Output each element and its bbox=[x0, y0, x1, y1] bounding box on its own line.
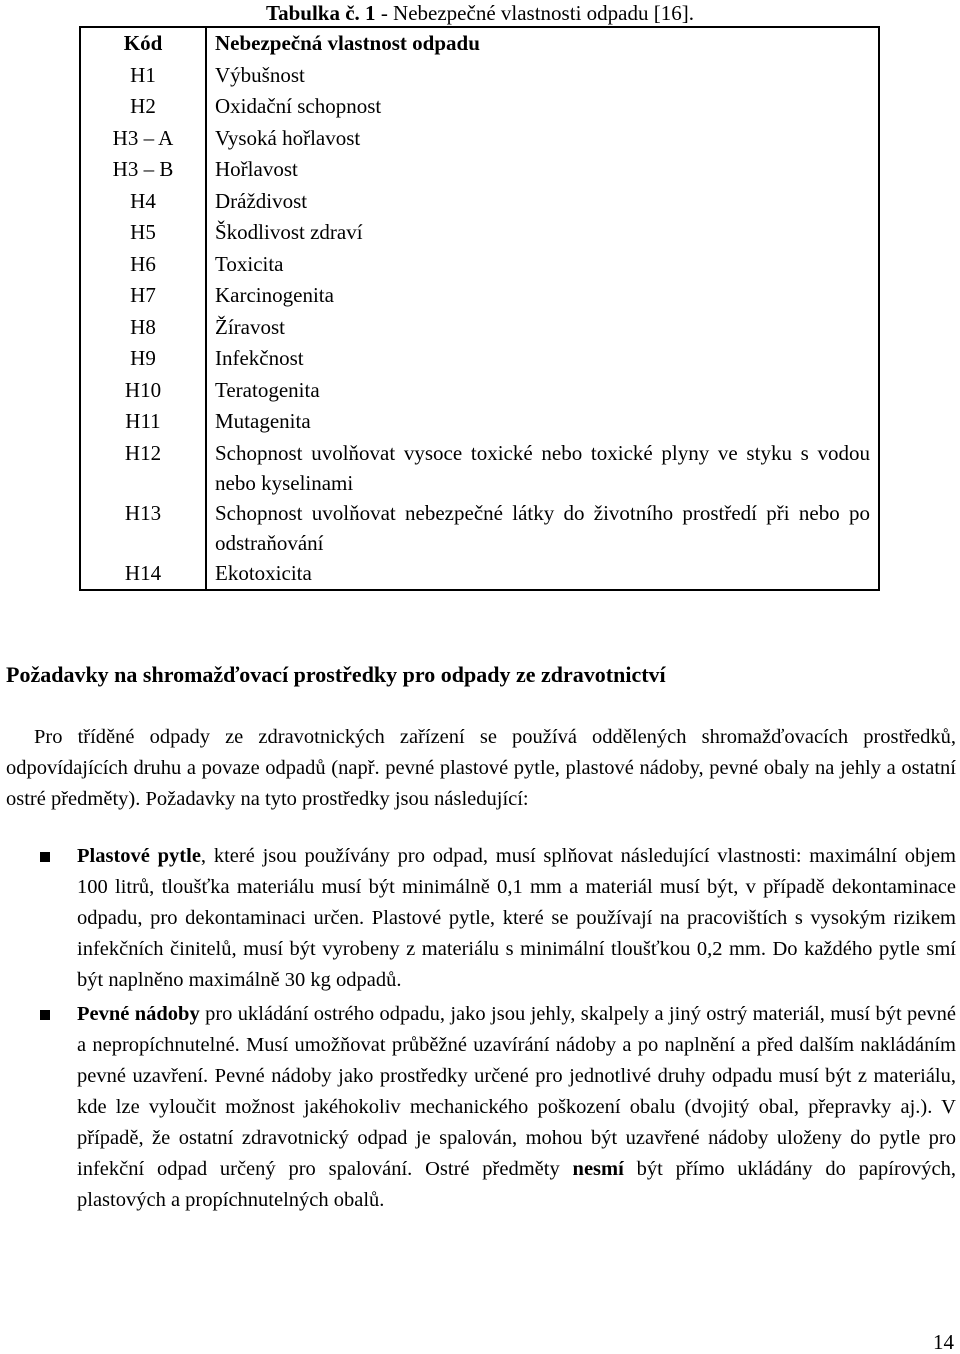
row-code: H1 bbox=[80, 60, 206, 92]
table-row bbox=[80, 406, 879, 438]
intro-paragraph: Pro tříděné odpady ze zdravotnických zařízení se používá oddělených shromažďovacích prostředků, odpovídajících druhu a povaze odpadů (např. pevné plastové pytle, plastové nádoby, pevné obaly na jehly a ostatní ostré předměty). Požadavky na tyto prostředky jsou následující: bbox=[6, 726, 956, 810]
row-property: Žíravost bbox=[206, 312, 879, 344]
table-caption bbox=[0, 0, 960, 26]
hazard-properties-table bbox=[79, 26, 880, 591]
table-row bbox=[80, 217, 879, 249]
row-code: H5 bbox=[80, 217, 206, 249]
table-row bbox=[80, 186, 879, 218]
requirements-list bbox=[77, 841, 956, 1219]
row-property: Výbušnost bbox=[206, 60, 879, 92]
bullet-emphasis: nesmí bbox=[572, 1158, 624, 1180]
table-caption-label: Tabulka č. 1 bbox=[266, 1, 376, 25]
row-code: H14 bbox=[80, 558, 206, 591]
list-item bbox=[77, 841, 956, 996]
table-row bbox=[80, 312, 879, 344]
row-property: Mutagenita bbox=[206, 406, 879, 438]
row-property: Schopnost uvolňovat nebezpečné látky do životního prostředí při nebo po odstraňování bbox=[206, 498, 879, 558]
bullet-text: pro ukládání ostrého odpadu, jako jsou jehly, skalpely a jiný ostrý materiál, musí být pevné a nepropíchnutelné. Musí umožňovat průběžné uzavírání nádoby a po naplnění a před dalším nakládáním pevné uzavření. Pevné nádoby jako prostředky určené pro jednotlivé druhy odpadu musí být z materiálu, kde lze vyloučit možnost jakéhokoliv mechanického poškození obalu (dvojitý obal, přepravky aj.). V případě, že ostatní zdravotnický odpad je spalován, mohou být uzavřené nádoby uloženy do pytle pro infekční odpad určený pro spalování. Ostré předměty bbox=[77, 1003, 957, 1180]
table-row bbox=[80, 498, 879, 558]
row-property: Oxidační schopnost bbox=[206, 91, 879, 123]
row-property: Ekotoxicita bbox=[206, 558, 879, 591]
row-property: Karcinogenita bbox=[206, 280, 879, 312]
row-code: H2 bbox=[80, 91, 206, 123]
bullet-term: Plastové pytle bbox=[77, 845, 201, 867]
table-row bbox=[80, 154, 879, 186]
list-item bbox=[77, 999, 956, 1216]
table-row bbox=[80, 438, 879, 498]
header-property: Nebezpečná vlastnost odpadu bbox=[206, 27, 879, 60]
row-property: Vysoká hořlavost bbox=[206, 123, 879, 155]
row-code: H4 bbox=[80, 186, 206, 218]
row-code: H7 bbox=[80, 280, 206, 312]
table-row bbox=[80, 123, 879, 155]
row-property: Infekčnost bbox=[206, 343, 879, 375]
table-row bbox=[80, 280, 879, 312]
row-property: Toxicita bbox=[206, 249, 879, 281]
bullet-text: , které jsou používány pro odpad, musí splňovat následující vlastnosti: maximální objem 100 litrů, tloušťka materiálu musí být minimálně 0,1 mm a materiál musí být, v případě dekontaminace odpadu, pro dekontaminaci určen. Plastové pytle, které se používají na pracovištích s vysokým rizikem infekčních činitelů, musí být vyrobeny z materiálu s minimální tloušťkou 0,2 mm. Do každého pytle smí být naplněno maximálně 30 kg odpadů. bbox=[77, 845, 956, 991]
row-code: H13 bbox=[80, 498, 206, 558]
row-code: H8 bbox=[80, 312, 206, 344]
bullet-term: Pevné nádoby bbox=[77, 1003, 200, 1025]
table-row bbox=[80, 343, 879, 375]
row-property: Hořlavost bbox=[206, 154, 879, 186]
table-row bbox=[80, 91, 879, 123]
table-row bbox=[80, 249, 879, 281]
section-heading: Požadavky na shromažďovací prostředky pro odpady ze zdravotnictví bbox=[6, 662, 666, 687]
table-row bbox=[80, 375, 879, 407]
row-code: H12 bbox=[80, 438, 206, 498]
bullet-tail: být přímo ukládány do papírových, plastových a propíchnutelných obalů. bbox=[77, 1158, 956, 1211]
square-bullet-icon bbox=[40, 852, 50, 862]
table-row bbox=[80, 60, 879, 92]
row-property: Škodlivost zdraví bbox=[206, 217, 879, 249]
row-code: H10 bbox=[80, 375, 206, 407]
row-code: H9 bbox=[80, 343, 206, 375]
page-number: 14 bbox=[933, 1330, 954, 1354]
row-code: H6 bbox=[80, 249, 206, 281]
row-property: Schopnost uvolňovat vysoce toxické nebo toxické plyny ve styku s vodou nebo kyselinami bbox=[206, 438, 879, 498]
row-code: H3 – A bbox=[80, 123, 206, 155]
table-header-row bbox=[80, 27, 879, 60]
row-property: Dráždivost bbox=[206, 186, 879, 218]
table-caption-title: - Nebezpečné vlastnosti odpadu [16]. bbox=[375, 1, 694, 25]
row-code: H11 bbox=[80, 406, 206, 438]
square-bullet-icon bbox=[40, 1010, 50, 1020]
row-code: H3 – B bbox=[80, 154, 206, 186]
row-property: Teratogenita bbox=[206, 375, 879, 407]
header-code: Kód bbox=[80, 27, 206, 60]
table-row bbox=[80, 558, 879, 591]
